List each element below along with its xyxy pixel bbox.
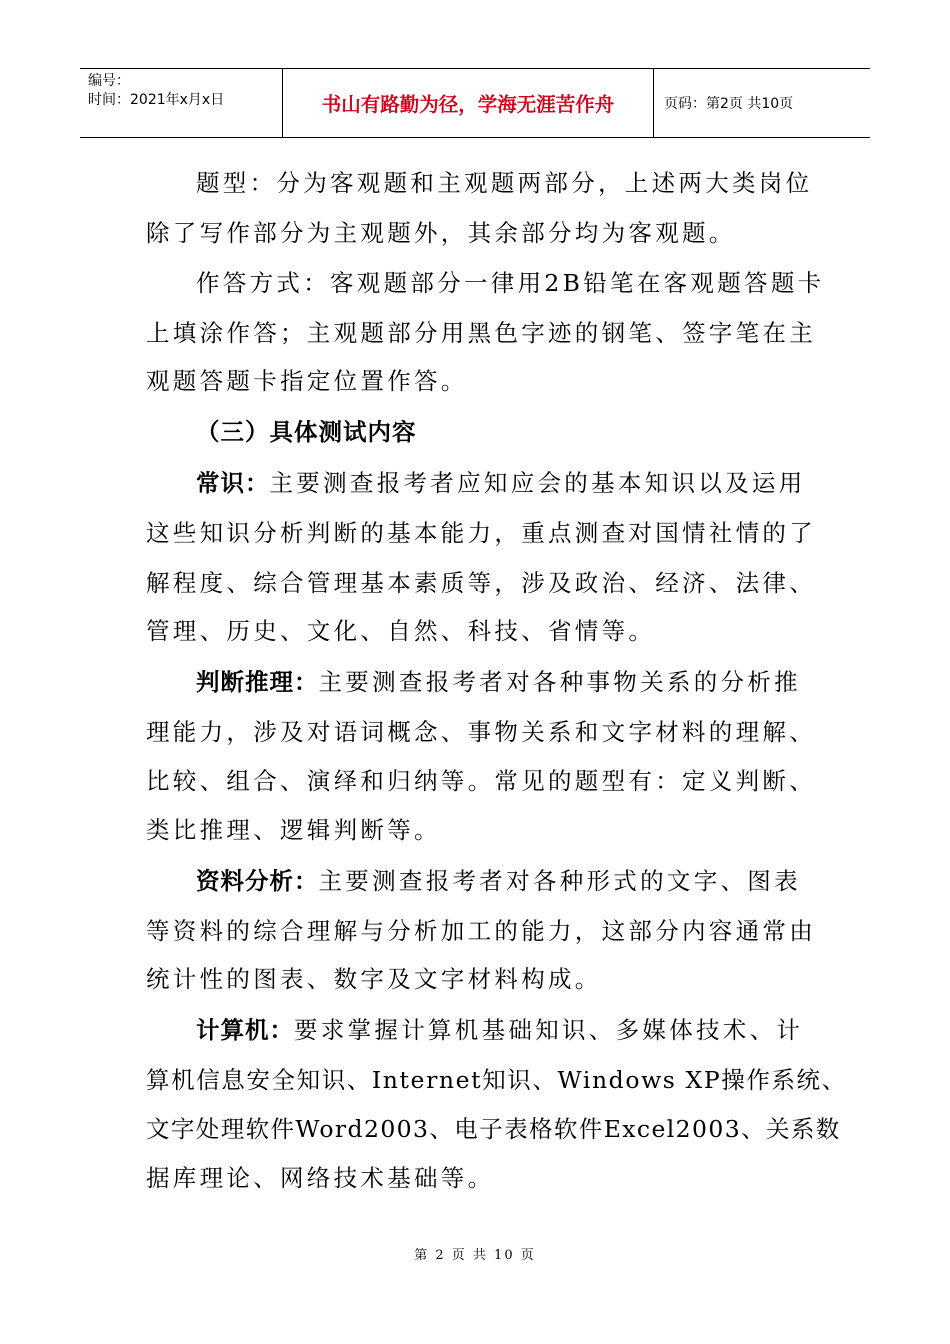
paragraph-answer-method-line: 作答方式：客观题部分一律用2B铅笔在客观题答题卡 — [196, 269, 825, 297]
term-data-analysis: 资料分析： — [196, 867, 319, 895]
paragraph-question-type-line: 除了写作部分为主观题外，其余部分均为客观题。 — [146, 219, 736, 247]
header-page-label: 页码：第2页 共10页 — [664, 96, 794, 112]
paragraph-computer-line: 计算机：要求掌握计算机基础知识、多媒体技术、计 — [196, 1016, 804, 1044]
header-meta — [80, 69, 283, 137]
document-number-label: 编号： — [88, 73, 130, 89]
paragraph-general-knowledge-line: 解程度、综合管理基本素质等，涉及政治、经济、法律、 — [146, 569, 816, 597]
page-header — [80, 68, 870, 138]
paragraph-reasoning-line: 理能力，涉及对语词概念、事物关系和文字材料的理解、 — [146, 718, 816, 746]
header-motto: 书山有路勤为径，学海无涯苦作舟 — [283, 69, 654, 137]
term-general-knowledge: 常识： — [196, 469, 270, 497]
paragraph-data-analysis-line: 资料分析：主要测查报考者对各种形式的文字、图表 — [196, 867, 801, 895]
paragraph-computer-line: 文字处理软件Word2003、电子表格软件Excel2003、关系数 — [146, 1115, 841, 1143]
paragraph-question-type-line: 题型：分为客观题和主观题两部分，上述两大类岗位 — [196, 169, 813, 197]
paragraph-answer-method-line: 上填涂作答；主观题部分用黑色字迹的钢笔、签字笔在主 — [146, 319, 816, 347]
document-time-label: 时间：2021年x月x日 — [88, 92, 225, 108]
paragraph-general-knowledge-line: 常识：主要测查报考者应知应会的基本知识以及运用 — [196, 469, 806, 497]
paragraph-general-knowledge-line: 这些知识分析判断的基本能力，重点测查对国情社情的了 — [146, 519, 816, 547]
paragraph-data-analysis-line: 统计性的图表、数字及文字材料构成。 — [146, 965, 602, 993]
paragraph-general-knowledge-line: 管理、历史、文化、自然、科技、省情等。 — [146, 617, 656, 645]
paragraph-answer-method-line: 观题答题卡指定位置作答。 — [146, 367, 468, 395]
paragraph-computer-line: 算机信息安全知识、Internet知识、Windows XP操作系统、 — [146, 1066, 847, 1094]
paragraph-reasoning-line: 比较、组合、演绎和归纳等。常见的题型有：定义判断、 — [146, 767, 816, 795]
paragraph-reasoning-line: 类比推理、逻辑判断等。 — [146, 816, 441, 844]
paragraph-reasoning-line: 判断推理：主要测查报考者对各种事物关系的分析推 — [196, 668, 801, 696]
paragraph-computer-line: 据库理论、网络技术基础等。 — [146, 1164, 495, 1192]
page-footer: 第 2 页 共 10 页 — [414, 1248, 536, 1263]
paragraph-data-analysis-line: 等资料的综合理解与分析加工的能力，这部分内容通常由 — [146, 917, 816, 945]
section-heading: （三）具体测试内容 — [196, 418, 417, 446]
term-computer: 计算机： — [196, 1016, 294, 1044]
term-reasoning: 判断推理： — [196, 668, 319, 696]
